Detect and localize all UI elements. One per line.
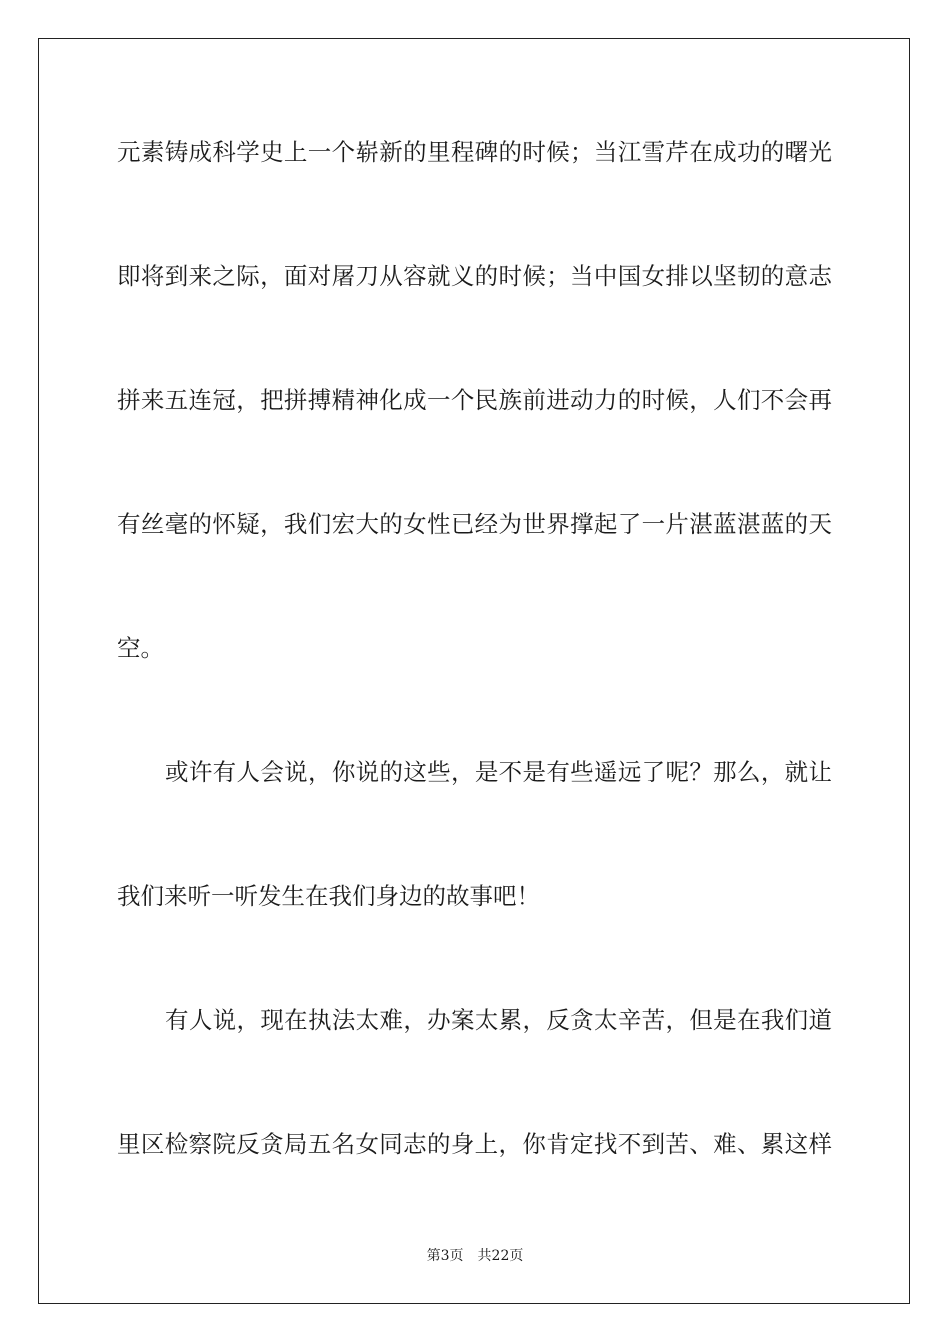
body-text-line: 有丝毫的怀疑，我们宏大的女性已经为世界撑起了一片湛蓝湛蓝的天 bbox=[117, 510, 832, 538]
page-number: 第3页 bbox=[426, 1248, 464, 1264]
paragraph-first-line: 或许有人会说，你说的这些，是不是有些遥远了呢？那么，就让 bbox=[165, 758, 832, 786]
body-text-line: 即将到来之际，面对屠刀从容就义的时候；当中国女排以坚韧的意志 bbox=[117, 262, 832, 290]
body-text-line: 拼来五连冠，把拼搏精神化成一个民族前进动力的时候，人们不会再 bbox=[117, 386, 832, 414]
body-text-line: 元素铸成科学史上一个崭新的里程碑的时候；当江雪芹在成功的曙光 bbox=[117, 138, 832, 166]
body-text-line: 我们来听一听发生在我们身边的故事吧！ bbox=[117, 882, 540, 910]
body-text-line: 里区检察院反贪局五名女同志的身上，你肯定找不到苦、难、累这样 bbox=[117, 1130, 832, 1158]
page-border bbox=[38, 38, 910, 1304]
paragraph-first-line: 有人说，现在执法太难，办案太累，反贪太辛苦，但是在我们道 bbox=[165, 1006, 832, 1034]
body-text-line: 空。 bbox=[117, 634, 164, 662]
page-total: 共22页 bbox=[477, 1248, 524, 1264]
page-footer bbox=[0, 1247, 950, 1265]
